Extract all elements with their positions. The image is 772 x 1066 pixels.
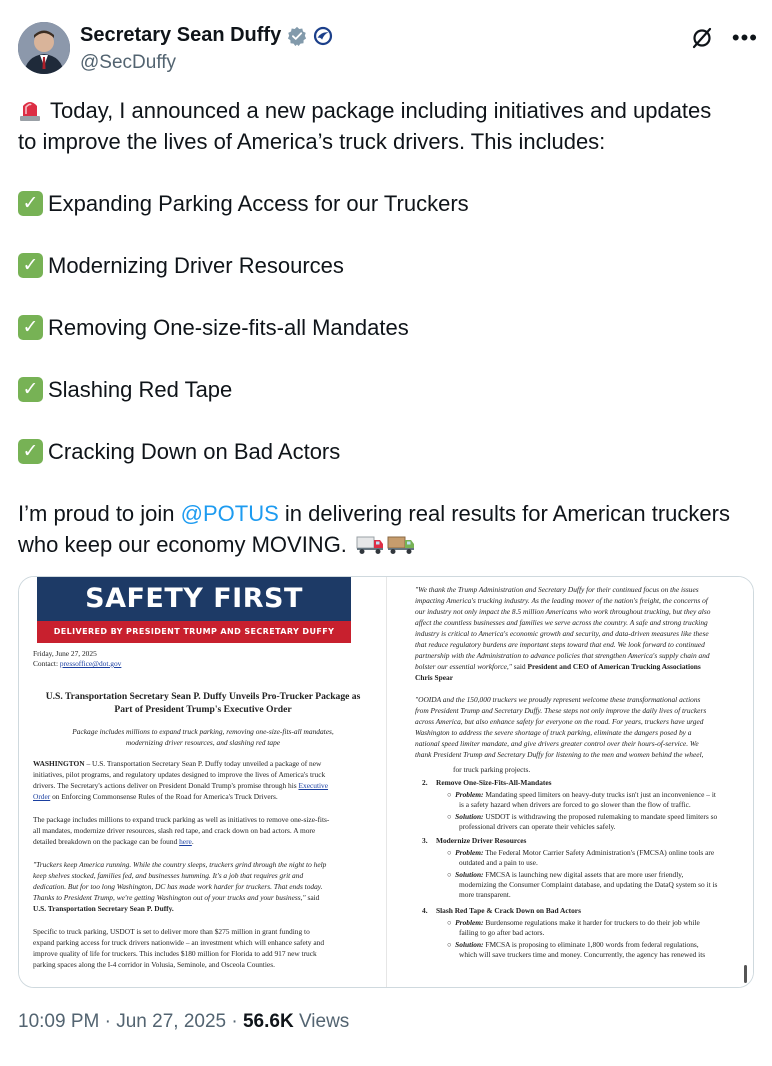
quote-line: affect the countless businesses and families we serve across the country. A safe and strong trucking [415,618,708,627]
quote-attribution: Chris Spear [415,673,453,682]
bullet-text: FMCSA is proposing to eliminate 1,800 words from federal regulations, [483,940,699,949]
quote-line [33,893,319,903]
paragraph-line [33,781,328,791]
list-line: for truck parking projects. [453,765,531,774]
bullet-line: ○ Solution: FMCSA is launching new digital assets that are more user friendly, [447,870,684,879]
quote-attribution: U.S. Transportation Secretary Sean P. Duffy. [33,904,174,913]
paragraph-line: Specific to truck parking, USDOT is set to deliver more than $275 million in grant funding to [33,927,310,936]
tweet-header [18,20,758,80]
section-title: Remove One-Size-Fits-All-Mandates [436,778,552,787]
bullet-line: ○ Solution: USDOT is withdrawing the proposed rulemaking to mandate speed limiters so [447,812,718,821]
list-item [18,188,469,219]
document-page-1 [19,577,387,988]
quote-line: "We thank the Trump Administration and Secretary Duffy for their continued focus on the issues [415,585,699,594]
quote-line: national speed limiter mandate, and give drivers greater control over their hours-of-service. We [415,739,699,748]
document-page-2 [387,577,754,988]
tweet-timestamp[interactable]: 10:09 PM · Jun 27, 2025 · [18,1011,243,1032]
list-item [18,250,344,281]
check-icon: ✓ [18,253,43,278]
contact-email-link[interactable]: pressoffice@dot.gov [59,659,122,668]
paragraph-text: detailed breakdown on the package can be found [33,837,180,846]
intro-line-1: Today, I announced a new package including initiatives and updates [50,98,712,123]
section-title: Slash Red Tape & Crack Down on Bad Actors [436,906,581,915]
check-icon: ✓ [18,439,43,464]
said-text: said [511,662,528,671]
paragraph-text: on Enforcing Commonsense Rules of the Road for America's Truck Drivers. [50,792,278,801]
press-date: Friday, June 27, 2025 [33,649,97,658]
quote-line: partnership with the Administration to advance policies that strengthen America's supply chain and [415,651,710,660]
author-handle[interactable]: @SecDuffy [80,52,177,73]
closing-text: I’m proud to join [18,501,181,526]
paragraph-line: improve quality of life for truckers. This includes $180 million for Florida to add 917 new truck [33,949,317,958]
dot-seal-icon [313,26,333,46]
quote-line: impacting America's trucking industry. As the leading mover of the nation's freight, the concerns of [415,596,708,605]
here-link[interactable]: here [179,837,192,846]
bullet-line: which will save truckers time and money. Concurrently, the agency has renewed its [459,950,706,959]
bullet-line: professional drivers can operate their vehicles safely. [459,822,616,831]
list-item-text: Expanding Parking Access for our Truckers [48,191,469,216]
paragraph-line: The package includes millions to expand truck parking as well as initiatives to remove one-size-fits- [33,815,330,824]
quote-line: that reduce regulatory burdens are important steps toward that end. We look forward to continued [415,640,705,649]
quote-line: "Truckers keep America running. While the country sleeps, truckers grind through the night to help [33,860,327,869]
executive-order-link[interactable]: Order [33,792,51,801]
quote-line: "OOIDA and the 150,000 truckers we proudly represent welcome these transformational actions [415,695,701,704]
quote-attribution: President and CEO of American Trucking Associations [527,662,701,671]
section-number: 2. [422,778,428,787]
author-name[interactable]: Secretary Sean Duffy [80,24,282,46]
closing-line-2: who keep our economy MOVING. [18,532,347,557]
tweet-meta [18,1011,349,1033]
quote-text: bolster our essential workforce," [415,662,512,671]
quote-line: Washington to address the severe shortage of truck parking, eliminate the dangers posed by a [415,728,692,737]
quote-line [415,662,701,672]
said-text: said [305,893,320,902]
quote-text: Thanks to President Trump, we're getting Washington out of your trucks and your business," [33,893,306,902]
verified-badge-icon [287,26,307,46]
list-item [18,436,340,467]
list-item-text: Removing One-size-fits-all Mandates [48,315,409,340]
list-item-text: Cracking Down on Bad Actors [48,439,341,464]
check-icon: ✓ [18,377,43,402]
siren-icon [18,96,42,122]
solution-label: Solution: [455,870,484,879]
bullet-line: more transparent. [459,890,511,899]
solution-label: Solution: [455,812,484,821]
problem-label: Problem: [455,790,484,799]
closing-text: in delivering real results for American truckers [278,501,730,526]
banner-title: SAFETY FIRST [85,583,303,614]
quote-line: across America, but also enhance safety for everyone on the road. For years, truckers have urged [415,717,704,726]
paragraph-line: parking spaces along the I-4 corridor in Volusia, Seminole, and Osceola Counties. [33,960,275,969]
list-item-text: Slashing Red Tape [48,377,233,402]
paragraph-text: drivers. The Secretary's actions deliver on President Donald Trump's promise through his [33,781,299,790]
section-number: 4. [422,906,428,915]
bullet-line: is a safety hazard when drivers are forced to go slower than the flow of traffic. [459,800,691,809]
press-subhead: modernizing driver resources, and slashing red tape [125,738,281,747]
press-headline-2: Part of President Trump's Executive Order [114,704,292,715]
problem-label: Problem: [455,848,484,857]
list-item-text: Modernizing Driver Resources [48,253,344,278]
banner-subtitle: DELIVERED BY PRESIDENT TRUMP AND SECRETARY DUFFY [37,621,351,643]
quote-line: dedication. But for too long Washington, DC has made work harder for truckers. That ends today. [33,882,323,891]
paragraph-line [33,759,321,769]
tweet-closing [18,498,754,560]
bullet-line: failing to go after bad actors. [459,928,545,937]
views-label: Views [293,1011,350,1032]
bullet-line: modernizing the Consumer Complaint database, and updating the DataQ system so it is [459,880,718,889]
dateline: WASHINGTON [33,759,85,768]
check-icon: ✓ [18,191,43,216]
bullet-text: FMCSA is launching new digital assets that are more user friendly, [483,870,684,879]
check-icon: ✓ [18,315,43,340]
executive-order-link[interactable]: Executive [298,781,329,790]
quote-line: keep shelves stocked, families fed, and businesses humming. It's a job that requires grit and [33,871,304,880]
quote-line: thank President Trump and Secretary Duffy for listening to the men and women behind the wheel, [415,750,704,759]
bullet-text: The Federal Motor Carrier Safety Administration's (FMCSA) online tools are [483,848,715,857]
list-item [18,374,232,405]
bullet-line: outdated and a pain to use. [459,858,538,867]
paragraph-text: – U.S. Transportation Secretary Sean P. Duffy today unveiled a package of new [84,759,322,768]
press-contact [33,659,121,669]
paragraph-line: expand parking access for truck drivers nationwide – an investment which will enhance safety and [33,938,325,947]
press-subhead: Package includes millions to expand truck parking, removing one-size-fits-all mandates, [72,727,334,736]
paragraph-line: all mandates, modernize driver resources, slash red tape, and crack down on bad actors. A more [33,826,316,835]
quote-line: our industry not only impact the 8.5 million Americans who work throughout trucking, but they also [415,607,711,616]
truck-icon [356,533,384,555]
paragraph-line [33,792,278,802]
solution-label: Solution: [455,940,484,949]
bullet-text: USDOT is withdrawing the proposed rulemaking to mandate speed limiters so [483,812,718,821]
grok-icon[interactable] [690,26,714,50]
quote-line: from President Trump and Secretary Duffy. These steps not only improve the daily lives of truckers [415,706,707,715]
document-scrollbar[interactable] [744,965,747,983]
problem-label: Problem: [455,918,484,927]
mention-link[interactable]: @POTUS [180,501,279,526]
section-number: 3. [422,836,428,845]
truck-icon [387,533,415,555]
bullet-line: ○ Problem: Burdensome regulations make it harder for truckers to do their job while [447,918,700,927]
paragraph-line: detailed breakdown on the package can be found here. [33,837,194,846]
bullet-line: ○ Problem: The Federal Motor Carrier Safety Administration's (FMCSA) online tools are [447,848,715,857]
bullet-line: ○ Solution: FMCSA is proposing to eliminate 1,800 words from federal regulations, [447,940,699,949]
bullet-text: Burdensome regulations make it harder for truckers to do their job while [483,918,700,927]
bullet-text: Mandating speed limiters on heavy-duty trucks isn't just an inconvenience – it [483,790,716,799]
intro-line-2: to improve the lives of America’s truck drivers. This includes: [18,129,606,154]
avatar[interactable] [18,22,70,74]
more-icon[interactable]: ••• [731,25,758,50]
quote-line: industry is critical to America's economic growth and security, and data-driven measures like these [415,629,709,638]
contact-label: Contact: [33,659,60,668]
section-title: Modernize Driver Resources [436,836,527,845]
tweet-intro [18,95,754,157]
bullet-line: ○ Problem: Mandating speed limiters on heavy-duty trucks isn't just an inconvenience – it [447,790,716,799]
views-count[interactable]: 56.6K [242,1011,294,1032]
press-headline-1: U.S. Transportation Secretary Sean P. Duffy Unveils Pro-Trucker Package as [45,691,361,702]
media-attachment[interactable] [18,576,754,988]
list-item [18,312,409,343]
paragraph-line: initiatives, pilot programs, and regulatory updates designed to improve the lives of America's truck [33,770,326,779]
